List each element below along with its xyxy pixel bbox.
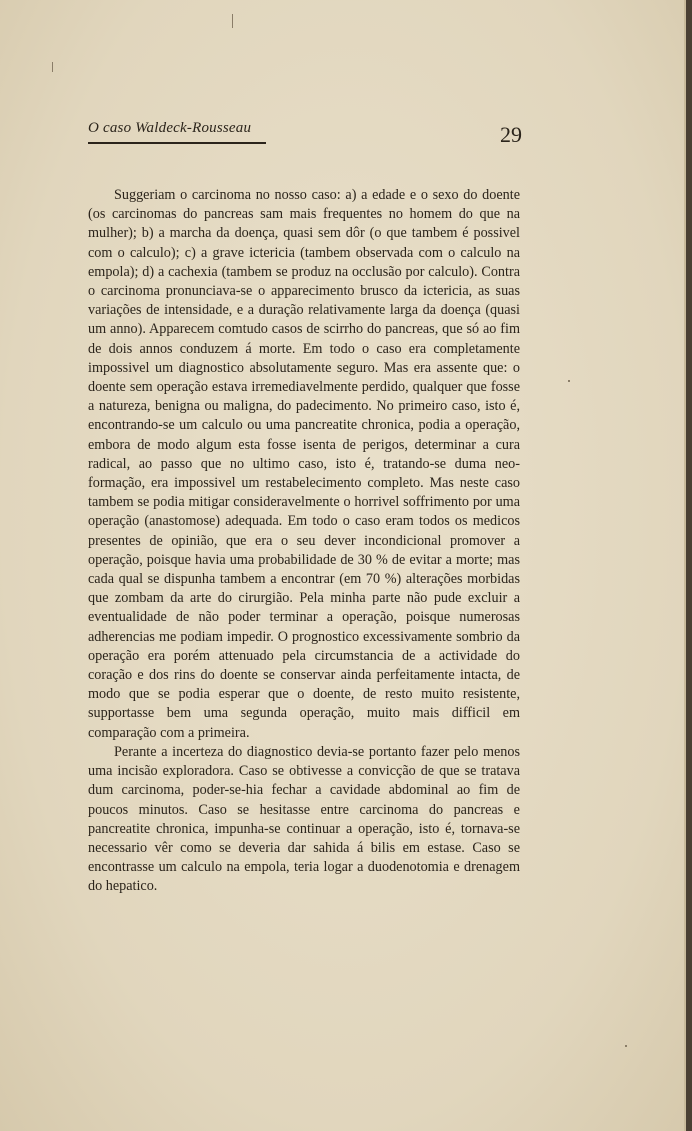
paper-speck <box>625 1045 627 1047</box>
paragraph: Suggeriam o carcinoma no nosso caso: a) a edade e o sexo do doente (os carcinomas do pancreas sam mais frequentes no homem do que na mulher); b) a marcha da doença, quasi sem dôr (o que tambem é possivel com o calculo); c) a grave ictericia (tambem observada com o calculo na empola); d) a cachexia (tambem se produz na occlusão por calculo). Contra o carcinoma pronunciava-se o apparecimento brusco da ictericia, as suas variações de intensidade, e a duração relativamente larga da doença (quasi um anno). Apparecem comtudo casos de scirrho do pancreas, que só ao fim de dois annos conduzem á morte. Em todo o caso era completamente impossivel um diagnostico absolutamente seguro. Mas era assente que: o doente sem operação estava irremediavelmente perdido, qualquer que fosse a natureza, benigna ou maligna, do padecimento. No primeiro caso, isto é, encontrando-se um calculo ou uma pancreatite chronica, podia a operação, embora de modo algum esta fosse isenta de perigos, determinar a cura radical, ao passo que no ultimo caso, isto é, tratando-se duma neo-formação, era impossivel um restabelecimento completo. Mas neste caso tambem se podia mitigar consideravelmente o horrivel soffrimento por uma operação (anastomose) adequada. Em todo o caso eram todos os medicos presentes de opinião, que era o seu dever incondicional promover a operação, poisque havia uma probabilidade de 30 % de evitar a morte; mas cada qual se dispunha tambem a encontrar (em 70 %) alterações morbidas que zombam da arte do cirurgião. Pela minha parte não pude excluir a eventualidade de não poder terminar a operação, poisque numerosas adherencias me podiam impedir. O prognostico excessivamente sombrio da operação era porém attenuado pela circumstancia de a actividade do coração e dos rins do doente se conservar ainda perfeitamente intacta, de modo que se podia esperar que o doente, de resto muito resistente, supportasse bem uma segunda operação, muito mais difficil em comparação com a primeira. <box>88 187 520 741</box>
page-number: 29 <box>500 122 522 147</box>
page-header <box>88 120 522 150</box>
paragraph: Perante a incerteza do diagnostico devia-se portanto fazer pelo menos uma incisão exploradora. Caso se obtivesse a convicção de que se tratava dum carcinoma, poder-se-hia fechar a cavidade abdominal ao fim de poucos minutos. Caso se hesitasse entre carcinoma do pancreas e pancreatite chronica, impunha-se continuar a operação, isto é, tornava-se necessario vêr como se deveria dar sahida á bilis em estase. Caso se encontrasse um calculo na empola, teria logar a duodenotomia e drenagem do hepatico. <box>88 743 520 895</box>
body-text <box>88 186 520 897</box>
paper-speck <box>568 380 570 382</box>
running-title: O caso Waldeck-Rousseau <box>88 120 252 136</box>
header-rule <box>88 142 266 144</box>
paper-speck <box>232 14 233 28</box>
page-edge-shadow <box>686 0 692 1131</box>
paper-speck <box>52 62 53 72</box>
